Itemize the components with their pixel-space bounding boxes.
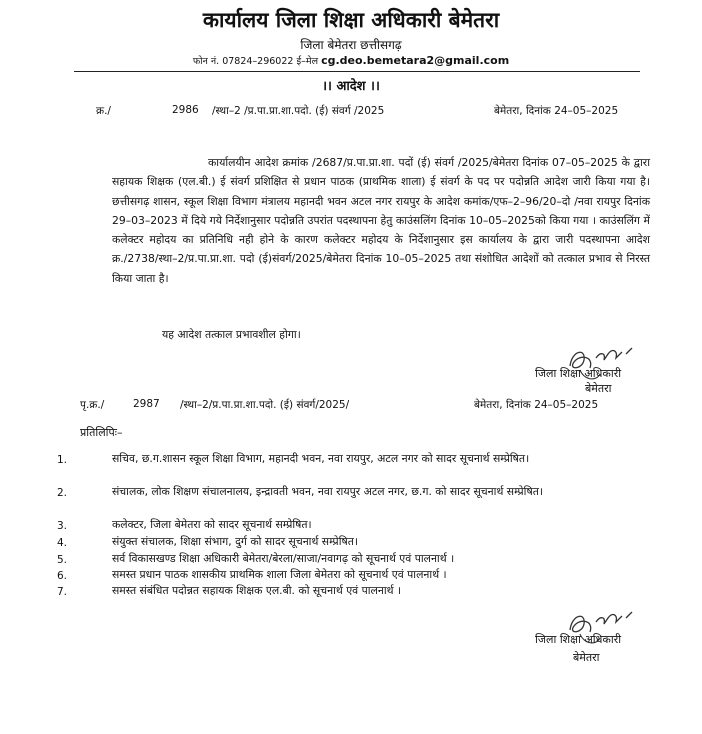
signatory-place-2: बेमेतरा bbox=[573, 651, 600, 664]
copy-item-number: 2. bbox=[57, 487, 68, 499]
copy-item-number: 4. bbox=[57, 537, 68, 549]
ref2-number: 2987 bbox=[133, 398, 160, 410]
effect-line: यह आदेश तत्काल प्रभावशील होगा। bbox=[162, 328, 301, 341]
signatory-title-1: जिला शिक्षा अधिकारी bbox=[535, 367, 622, 380]
order-body bbox=[112, 153, 650, 288]
copy-item-number: 1. bbox=[57, 454, 68, 466]
district-subtitle: जिला बेमेतरा छत्तीसगढ़ bbox=[300, 38, 402, 52]
email-label: ई–मेल bbox=[296, 56, 319, 67]
copy-item-text: कलेक्टर, जिला बेमेतरा को सादर सूचनार्थ सम्प्रेषित। bbox=[112, 518, 312, 531]
copy-item-text: संयुक्त संचालक, शिक्षा संभाग, दुर्ग को सादर सूचनार्थ सम्प्रेषित। bbox=[112, 535, 358, 548]
ref-place-date: बेमेतरा, दिनांक 24–05–2025 bbox=[494, 105, 619, 117]
order-body-text: कार्यालयीन आदेश क्रमांक /2687/प्र.पा.प्रा.शा. पदों (ई) संवर्ग /2025/बेमेतरा दिनांक 07–05–2025 के द्वारा सहायक शिक्षक (एल.बी.) ई संवर्ग प्रशिक्षित से प्रधान पाठक (प्राथमिक शाला) ई संवर्ग के पद पर पदोन्नति आदेश जारी किया गया है। छत्तीसगढ़ शासन, स्कूल शिक्षा विभाग मंत्रालय महानदी भवन अटल नगर रायपुर के आदेश कमांक/एफ–2–96/20–दो /नवा रायपुर दिनांक 29–03–2023 में दिये गये निर्देशानुसार पदोन्नति उपरांत पदस्थापना हेतु काउंसलिंग दिनांक 10–05–2025को किया गया । काउंसलिंग में कलेक्टर महोदय का प्रतिनिधि नही होने के कारण कलेक्टर महोदय के निर्देशानुसार इस कार्यालय के द्वारा जारी पदस्थापना आदेश क्र./2738/स्था–2/प्र.पा.प्रा.शा. पदो (ई)संवर्ग/2025/बेमेतरा दिनांक 10–05–2025 तथा संशोधित आदेशों को तत्काल प्रभाव से निरस्त किया जाता है। bbox=[112, 156, 650, 285]
copy-item-number: 6. bbox=[57, 570, 68, 582]
ref-prefix: क्र./ bbox=[96, 105, 111, 117]
copy-item-text: सचिव, छ.ग.शासन स्कूल शिक्षा विभाग, महानदी भवन, नवा रायपुर, अटल नगर को सादर सूचनार्थ सम्प्रेषित। bbox=[112, 452, 530, 465]
phone-text: फोन नं. 07824–296022 bbox=[192, 56, 294, 67]
office-title: कार्यालय जिला शिक्षा अधिकारी बेमेतरा bbox=[202, 8, 500, 32]
ref-number: 2986 bbox=[172, 104, 199, 116]
copy-to-label: प्रतिलिपिः– bbox=[80, 426, 123, 439]
header-divider bbox=[74, 71, 640, 72]
copy-item-number: 7. bbox=[57, 586, 68, 598]
ref-path: /स्था–2 /प्र.पा.प्रा.शा.पदो. (ई) संवर्ग /2025 bbox=[212, 105, 385, 117]
contact-line bbox=[0, 54, 702, 67]
copy-item-number: 3. bbox=[57, 520, 68, 532]
signatory-title-2: जिला शिक्षा अधिकारी bbox=[535, 633, 622, 646]
copy-item-number: 5. bbox=[57, 554, 68, 566]
copy-item-text: समस्त संबंधित पदोन्नत सहायक शिक्षक एल.बी. को सूचनार्थ एवं पालनार्थ । bbox=[112, 584, 402, 597]
copy-item-text: सर्व विकासखण्ड शिक्षा अधिकारी बेमेतरा/बेरला/साजा/नवागढ़ को सूचनार्थ एवं पालनार्थ । bbox=[112, 552, 455, 565]
signatory-place-1: बेमेतरा bbox=[585, 382, 612, 395]
ref2-place-date: बेमेतरा, दिनांक 24–05–2025 bbox=[474, 399, 599, 411]
copy-item-text: संचालक, लोक शिक्षण संचालनालय, इन्द्रावती भवन, नवा रायपुर अटल नगर, छ.ग. को सादर सूचनार्थ सम्प्रेषित। bbox=[112, 485, 543, 498]
ref2-path: /स्था–2/प्र.पा.प्रा.शा.पदो. (ई) संवर्ग/2025/ bbox=[180, 399, 350, 411]
order-title: ।। आदेश ।। bbox=[322, 79, 380, 94]
ref2-prefix: पृ.क्र./ bbox=[80, 399, 105, 411]
copy-item-text: समस्त प्रधान पाठक शासकीय प्राथमिक शाला जिला बेमेतरा को सूचनार्थ एवं पालनार्थ । bbox=[112, 568, 447, 581]
email-text: cg.deo.bemetara2@gmail.com bbox=[321, 54, 510, 67]
